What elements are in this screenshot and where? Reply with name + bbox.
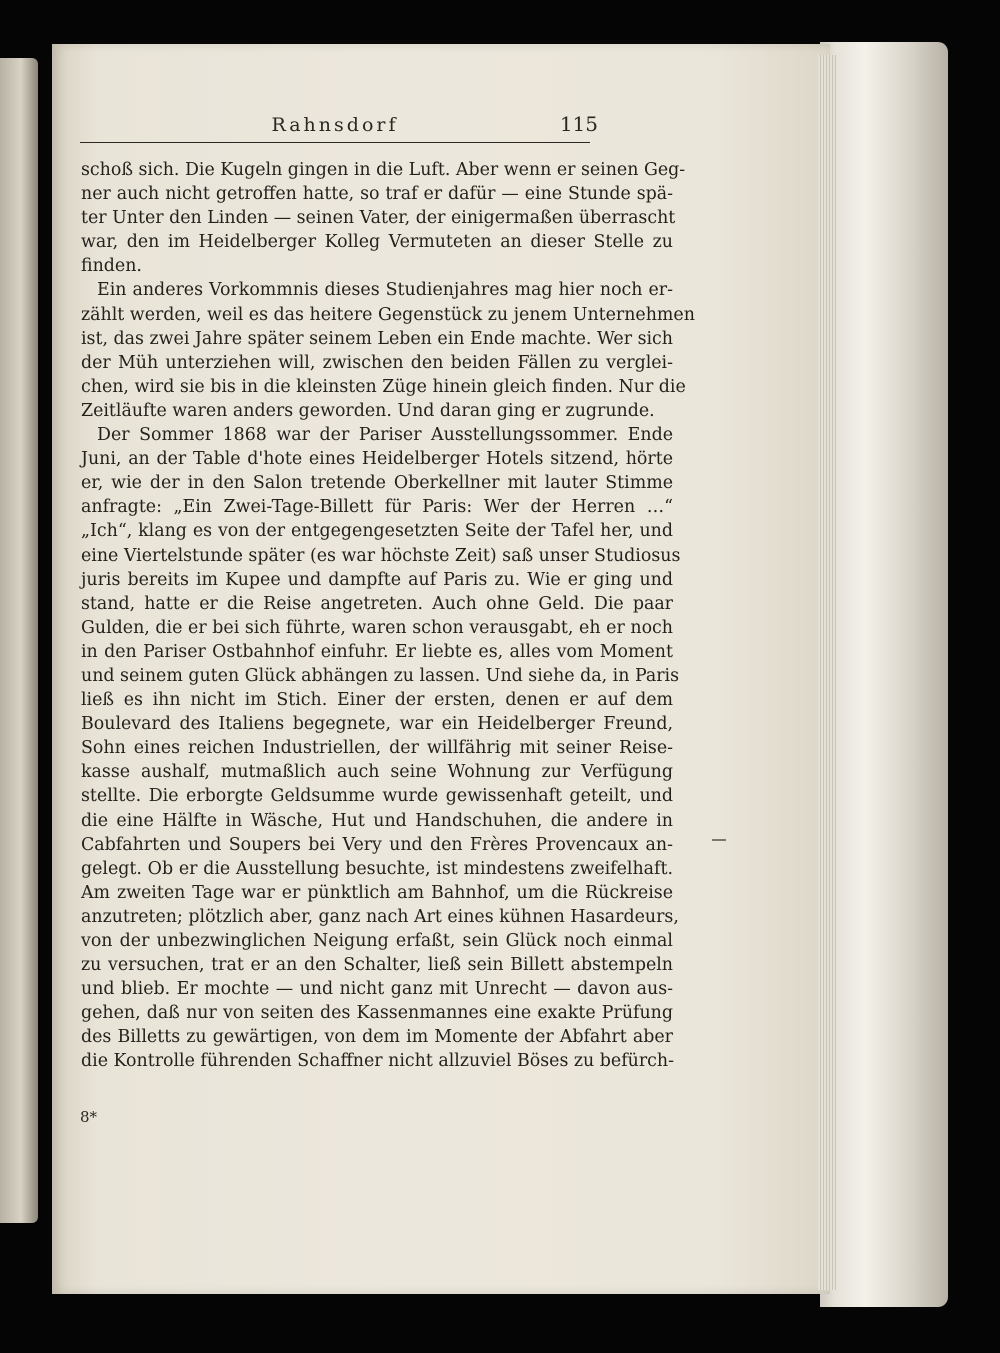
text-line: anfragte: „Ein Zwei-Tage-Billett für Paris: Wer der Herren …“ (81, 497, 673, 518)
running-head-title: Rahnsdorf (271, 114, 399, 136)
text-line: Sohn eines reichen Industriellen, der willfährig mit seiner Reise- (81, 738, 673, 759)
text-line: finden. (81, 256, 142, 277)
page-edge-mark (712, 839, 726, 841)
text-line: ist, das zwei Jahre später seinem Leben ein Ende machte. Wer sich (81, 328, 673, 349)
text-line: gehen, daß nur von seiten des Kassenmannes eine exakte Prüfung (81, 1003, 673, 1024)
text-line: zählt werden, weil es das heitere Gegenstück zu jenem Unternehmen (81, 304, 695, 325)
text-line: Am zweiten Tage war er pünktlich am Bahnhof, um die Rückreise (81, 882, 673, 903)
text-line: schoß sich. Die Kugeln gingen in die Luft. Aber wenn er seinen Geg- (81, 160, 686, 180)
text-line: stand, hatte er die Reise angetreten. Auch ohne Geld. Die paar (81, 593, 673, 614)
text-line: ließ es ihn nicht im Stich. Einer der ersten, denen er auf dem (81, 690, 673, 711)
text-line: chen, wird sie bis in die kleinsten Züge hinein gleich finden. Nur die (81, 376, 686, 397)
left-page-edge (0, 58, 38, 1223)
text-line: er, wie der in den Salon tretende Oberkellner mit lauter Stimme (81, 473, 673, 494)
text-line: Ein anderes Vorkommnis dieses Studienjahres mag hier noch er- (97, 280, 673, 301)
text-line: der Müh unterziehen will, zwischen den beiden Fällen zu verglei- (81, 352, 673, 373)
text-line: ter Unter den Linden — seinen Vater, der einigermaßen überrascht (81, 208, 676, 229)
text-line: war, den im Heidelberger Kolleg Vermuteten an dieser Stelle zu (81, 232, 673, 253)
text-line: kasse aushalf, mutmaßlich auch seine Wohnung zur Verfügung (81, 762, 673, 783)
text-line: Boulevard des Italiens begegnete, war ein Heidelberger Freund, (81, 714, 673, 735)
text-line: zu versuchen, trat er an den Schalter, ließ sein Billett abstempeln (81, 955, 673, 976)
text-line: und seinem guten Glück abhängen zu lassen. Und siehe da, in Paris (81, 665, 680, 686)
text-line: Juni, an der Table d'hote eines Heidelberger Hotels sitzend, hörte (81, 449, 673, 470)
running-head (80, 112, 598, 143)
text-line: juris bereits im Kupee und dampfte auf Paris zu. Wie er ging und (81, 569, 673, 590)
page-number: 115 (559, 112, 598, 136)
text-line: „Ich“, klang es von der entgegengesetzten Seite der Tafel her, und (81, 521, 673, 542)
text-line: Der Sommer 1868 war der Pariser Ausstellungssommer. Ende (97, 425, 673, 446)
text-line: ner auch nicht getroffen hatte, so traf er dafür — eine Stunde spä- (81, 184, 673, 205)
text-line: die Kontrolle führenden Schaffner nicht allzuviel Böses zu befürch- (81, 1051, 674, 1072)
text-line: in den Pariser Ostbahnhof einfuhr. Er liebte es, alles vom Moment (81, 641, 673, 662)
text-line: gelegt. Ob er die Ausstellung besuchte, ist mindestens zweifelhaft. (81, 858, 673, 879)
book-cover-edge (820, 42, 948, 1307)
text-line: Cabfahrten und Soupers bei Very und den Frères Provencaux an- (81, 834, 673, 855)
text-line: Gulden, die er bei sich führte, waren schon verausgabt, eh er noch (81, 617, 673, 638)
text-line: anzutreten; plötzlich aber, ganz nach Art eines kühnen Hasardeurs, (81, 906, 679, 927)
text-line: Zeitläufte waren anders geworden. Und daran ging er zugrunde. (81, 400, 655, 421)
text-line: und blieb. Er mochte — und nicht ganz mit Unrecht — davon aus- (81, 979, 673, 1000)
signature-mark: 8* (80, 1108, 98, 1126)
text-line: des Billetts zu gewärtigen, von dem im Momente der Abfahrt aber (81, 1027, 673, 1048)
text-line: stellte. Die erborgte Geldsumme wurde gewissenhaft geteilt, und (81, 786, 673, 807)
text-line: eine Viertelstunde später (es war höchste Zeit) saß unser Studiosus (81, 545, 681, 566)
text-line: die eine Hälfte in Wäsche, Hut und Handschuhen, die andere in (81, 810, 673, 831)
page-stack-edge (818, 55, 836, 1290)
body-text (81, 158, 695, 1074)
text-line: von der unbezwinglichen Neigung erfaßt, sein Glück noch einmal (81, 931, 673, 951)
